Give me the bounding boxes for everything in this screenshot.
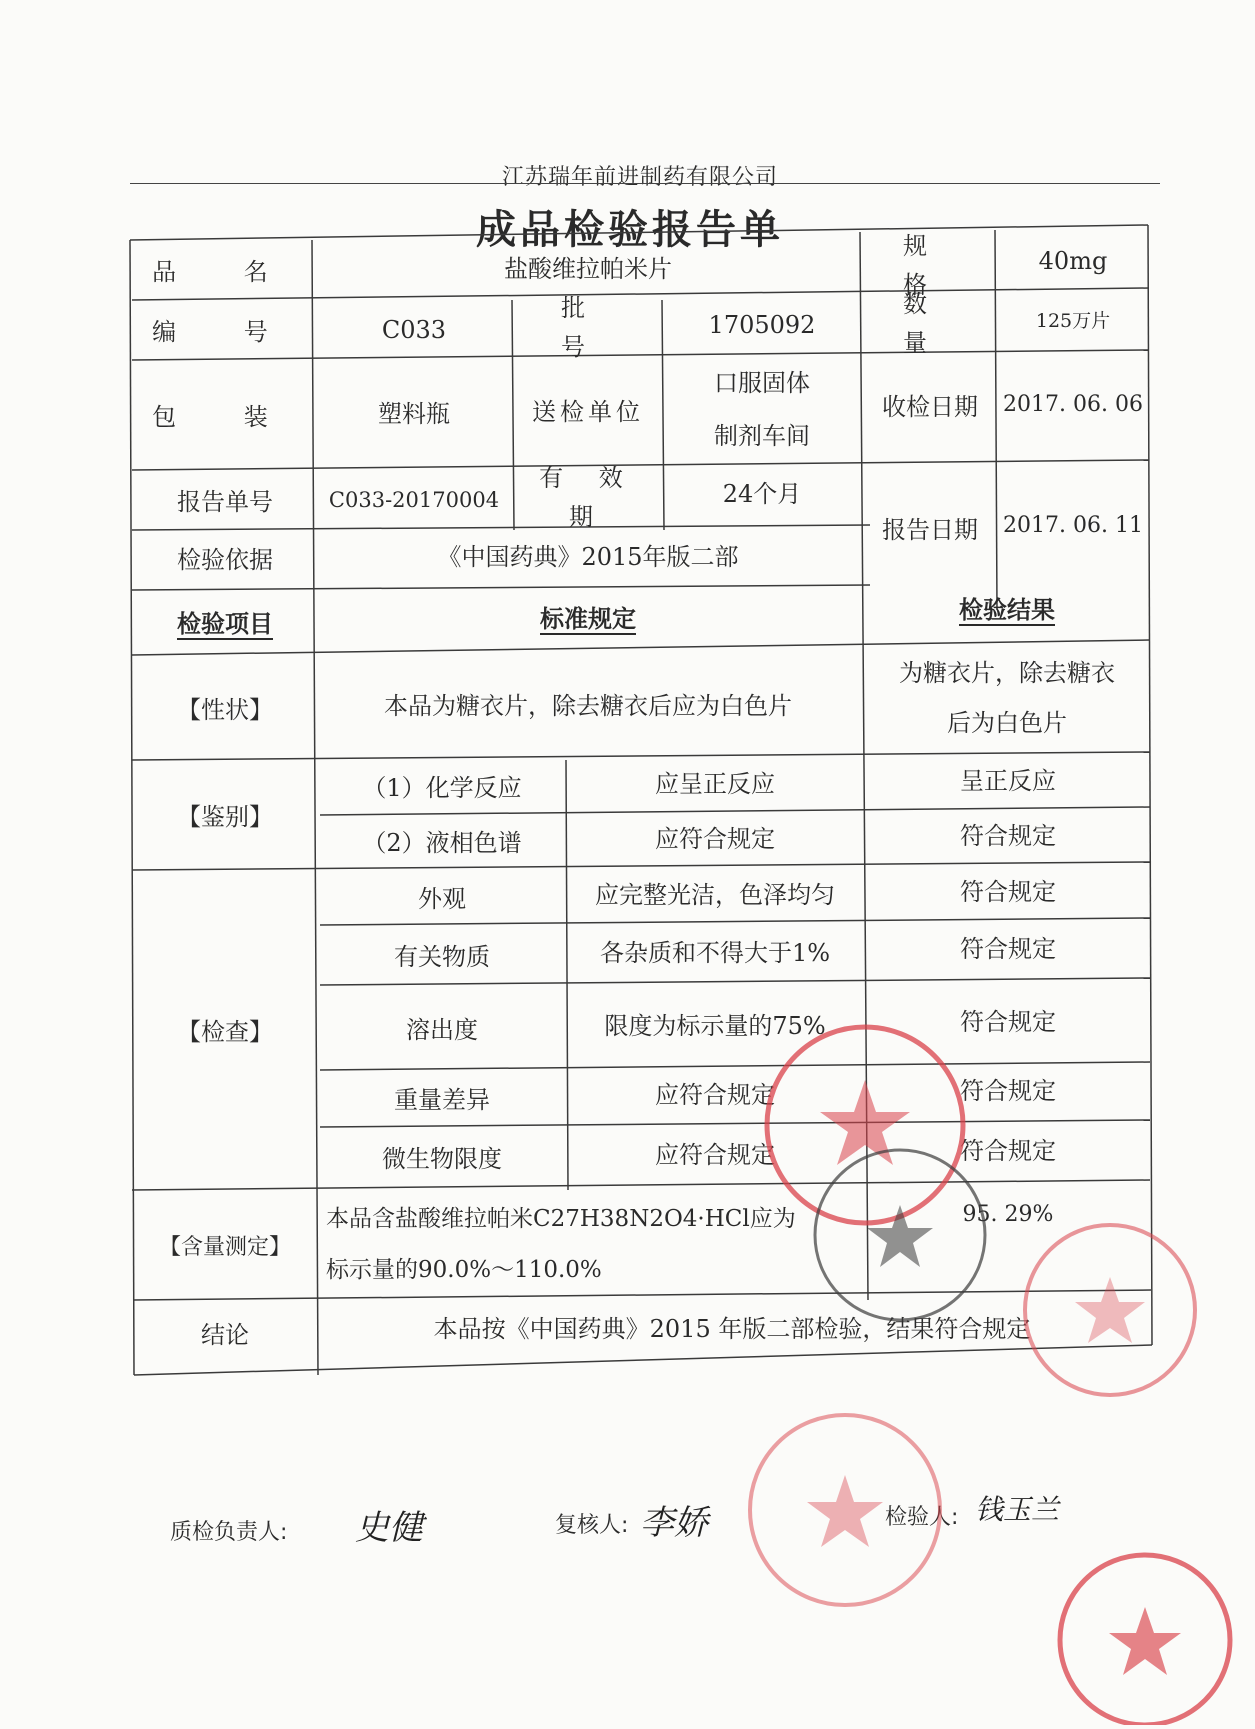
assay-result: 95. 29% — [962, 1202, 1054, 1228]
inspector-label: 检验人: — [885, 1505, 959, 1530]
quantity-label: 数 量 — [903, 290, 957, 357]
package-label: 包 装 — [152, 403, 298, 432]
check-item-name: 溶出度 — [406, 1015, 478, 1044]
basis-label: 检验依据 — [177, 546, 273, 575]
spec-label: 规 格 — [903, 232, 957, 299]
receive-date-value: 2017. 06. 06 — [1003, 391, 1143, 417]
check-item-standard: 应符合规定 — [655, 1081, 775, 1110]
result-header: 检验结果 — [959, 594, 1055, 624]
assay-formula: C27H38N2O4·HCl — [533, 1205, 750, 1232]
identification-label: 【鉴别】 — [177, 803, 273, 832]
id1-standard: 应呈正反应 — [655, 769, 775, 798]
batch-label: 批 号 — [561, 294, 615, 361]
package-value: 塑料瓶 — [378, 400, 450, 429]
appearance-result-line2: 后为白色片 — [947, 709, 1067, 737]
basis-value: 《中国药典》2015年版二部 — [437, 543, 739, 572]
id2-result: 符合规定 — [960, 821, 1056, 850]
company-name: 江苏瑞年前进制药有限公司 — [501, 165, 778, 190]
qc-head-signature: 史健 — [355, 1508, 423, 1548]
check-item-standard: 限度为标示量的75% — [604, 1011, 826, 1040]
validity-value: 24个月 — [722, 480, 802, 509]
check-item-standard: 各杂质和不得大于1% — [599, 939, 831, 968]
company-seal-bottom-right — [1035, 1545, 1235, 1725]
check-item-name: 微生物限度 — [382, 1144, 502, 1173]
dept-value-line2: 制剂车间 — [714, 421, 810, 450]
reviewer-signature: 李娇 — [640, 1503, 708, 1543]
assay-standard-line1 — [326, 1194, 796, 1245]
code-value: C033 — [381, 316, 447, 345]
batch-value: 1705092 — [708, 311, 816, 340]
qc-head-label: 质检负责人: — [170, 1520, 288, 1545]
validity-label: 有 效 期 — [539, 464, 637, 531]
check-item-name: 有关物质 — [394, 943, 490, 972]
check-item-result: 符合规定 — [960, 935, 1056, 964]
check-item-standard: 应完整光洁，色泽均匀 — [595, 880, 835, 909]
id1-name: （1）化学反应 — [362, 773, 522, 802]
assay-standard-suffix: 应为 — [749, 1205, 796, 1232]
check-item-result: 符合规定 — [960, 1007, 1056, 1036]
report-date-label: 报告日期 — [882, 515, 978, 544]
appearance-result-line1: 为糖衣片，除去糖衣 — [899, 658, 1115, 687]
dept-label: 送检单位 — [532, 398, 644, 427]
standard-header: 标准规定 — [540, 603, 636, 633]
id2-standard: 应符合规定 — [655, 824, 775, 853]
quantity-value: 125万片 — [1035, 310, 1111, 333]
id2-name: （2）液相色谱 — [362, 828, 522, 857]
assay-standard-prefix: 本品含盐酸维拉帕米 — [326, 1205, 533, 1232]
reviewer-label: 复核人: — [555, 1513, 629, 1538]
conclusion-text: 本品按《中国药典》2015 年版二部检验，结果符合规定 — [433, 1314, 1031, 1343]
check-item-result: 符合规定 — [960, 1077, 1056, 1106]
report-no-label: 报告单号 — [177, 488, 273, 517]
assay-standard — [326, 1192, 862, 1297]
check-item-result: 符合规定 — [960, 877, 1056, 906]
code-label: 编 号 — [152, 318, 298, 347]
dept-value-line1: 口服固体 — [714, 368, 810, 397]
assay-standard-line2: 标示量的90.0%～110.0% — [326, 1256, 602, 1283]
appearance-result — [868, 646, 1146, 750]
product-name-label: 品 名 — [152, 258, 298, 287]
inspector-signature: 钱玉兰 — [975, 1493, 1060, 1526]
receive-date-label: 收检日期 — [882, 393, 978, 422]
id1-result: 呈正反应 — [960, 766, 1056, 795]
report-date-value: 2017. 06. 11 — [1003, 513, 1143, 539]
spec-value: 40mg — [1038, 247, 1108, 276]
check-item-name: 外观 — [418, 884, 466, 913]
product-name-value: 盐酸维拉帕米片 — [504, 255, 672, 284]
header-rule — [130, 183, 1160, 184]
check-item-standard: 应符合规定 — [655, 1140, 775, 1169]
report-no-value: C033-20170004 — [328, 487, 500, 512]
assay-label: 【含量测定】 — [158, 1234, 291, 1260]
check-label: 【检查】 — [177, 1018, 273, 1047]
item-header: 检验项目 — [177, 608, 273, 638]
check-item-result: 符合规定 — [960, 1136, 1056, 1165]
check-item-name: 重量差异 — [394, 1086, 490, 1115]
appearance-standard: 本品为糖衣片，除去糖衣后应为白色片 — [384, 691, 792, 720]
dept-value — [666, 357, 858, 462]
report-title: 成品检验报告单 — [476, 206, 784, 253]
appearance-label: 【性状】 — [177, 695, 273, 724]
conclusion-label: 结论 — [201, 1320, 249, 1349]
